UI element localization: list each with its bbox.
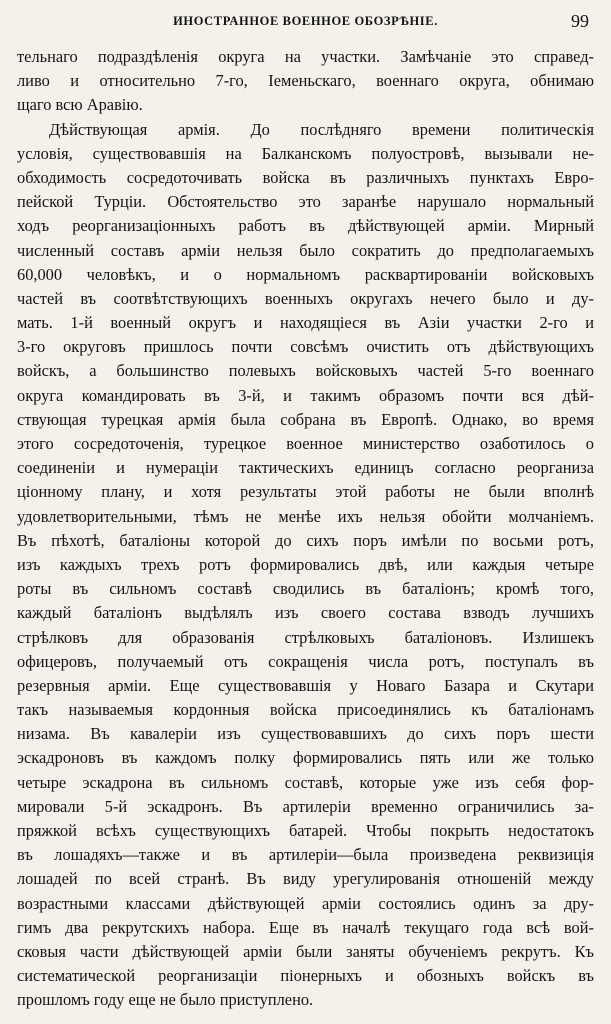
page-number: 99 <box>571 11 589 31</box>
text-line: этого сосредоточенія, турецкое военное министерство озаботилось о <box>17 434 594 453</box>
text-line: систематической реорганизаціи піонерныхъ и обозныхъ войскъ въ <box>17 966 594 986</box>
text-line: такъ называемыя кордонныя войска присоединялись къ баталіонамъ <box>17 700 594 720</box>
text-line: округа командировать въ 3-й, и такимъ образомъ почти вся дѣй- <box>17 385 594 405</box>
text-line: лошадей по всей странѣ. Въ виду урегулированія отношеній между <box>17 869 594 889</box>
text-line: каждый баталіонъ выдѣлялъ изъ своего состава взводъ лучшихъ <box>17 603 594 623</box>
text-line: въ лошадяхъ—также и въ артилеріи—была произведена реквизиція <box>17 845 594 865</box>
page-body-text <box>17 45 594 1013</box>
text-line: сковыя части дѣйствующей арміи были заняты обученіемъ рекрутъ. Къ <box>17 941 594 961</box>
text-line: низама. Въ кавалеріи изъ существовавшихъ до сихъ поръ шести <box>17 724 594 744</box>
text-line: войскъ, а большинство полевыхъ войсковыхъ частей 5-го военнаго <box>17 361 594 381</box>
text-line: ціонному плану, и хотя результаты этой работы не были вполнѣ <box>17 482 594 502</box>
text-line: резервныя арміи. Еще существовавшія у Новаго Базара и Скутари <box>17 675 594 695</box>
text-line: пряжкой всѣхъ существующихъ батарей. Чтобы покрыть недостатокъ <box>17 821 594 840</box>
text-line: стрѣлковъ для образованія стрѣлковыхъ баталіоновъ. Излишекъ <box>17 627 594 647</box>
text-line: роты въ сильномъ составѣ сводились въ баталіонъ; кромѣ того, <box>17 579 594 599</box>
text-line: пейской Турціи. Обстоятельство это заранѣе нарушало нормальный <box>17 192 594 212</box>
text-line: ливо и относительно 7-го, Іеменьскаго, военнаго округа, обнимаю <box>17 71 594 91</box>
text-line: тельнаго подраздѣленія округа на участки. Замѣчаніе это справед- <box>17 47 594 66</box>
text-line: четыре эскадрона въ сильномъ составѣ, которые уже изъ себя фор- <box>17 772 594 792</box>
text-line: частей въ соотвѣтствующихъ военныхъ округахъ нечего было и ду- <box>17 288 594 308</box>
text-line: Въ пѣхотѣ, баталіоны которой до сихъ поръ имѣли по восьми ротъ, <box>17 530 594 550</box>
text-line: условія, существовавшія на Балканскомъ полуостровѣ, вызывали не- <box>17 143 594 163</box>
text-line: 60,000 человѣкъ, и о нормальномъ расквартированіи войсковыхъ <box>17 264 594 284</box>
text-line: мировали 5-й эскадронъ. Въ артилеріи временно ограничились за- <box>17 796 594 816</box>
text-line: мать. 1-й военный округъ и находящіеся въ Азіи участки 2-го и <box>17 313 594 333</box>
text-line: соединеніи и нумераціи тактическихъ единицъ согласно реорганиза <box>17 458 594 478</box>
page-header <box>0 10 611 32</box>
text-line: численный составъ арміи нельзя было сократить до предполагаемыхъ <box>17 240 594 260</box>
text-line: офицеровъ, получаемый отъ сокращенія числа ротъ, поступалъ въ <box>17 651 594 671</box>
text-line: удовлетворительными, тѣмъ не менѣе ихъ нельзя обойти молчаніемъ. <box>17 506 594 526</box>
text-line: ходъ реорганизаціонныхъ работъ въ дѣйствующей арміи. Мирный <box>17 216 594 236</box>
text-line: обходимость сосредоточивать войска въ различныхъ пунктахъ Евро- <box>17 167 594 187</box>
text-line: прошломъ году еще не было приступлено. <box>17 990 314 1010</box>
text-line: возрастными классами дѣйствующей арміи состоялись одинъ за дру- <box>17 893 594 913</box>
text-line: гимъ два рекрутскихъ набора. Еще въ началѣ текущаго года всѣ вой- <box>17 917 594 937</box>
running-head: ИНОСТРАННОЕ ВОЕННОЕ ОБОЗРѢНІЕ. <box>173 14 438 28</box>
text-line: изъ каждыхъ трехъ ротъ формировались двѣ, или каждыя четыре <box>17 554 594 574</box>
text-line: Дѣйствующая армія. До послѣдняго времени политическія <box>49 119 594 139</box>
text-line: 3-го округовъ пришлось почти совсѣмъ очистить отъ дѣйствующихъ <box>17 337 594 357</box>
text-line: щаго всю Аравію. <box>17 95 143 115</box>
text-line: эскадроновъ въ каждомъ полку формировались пять или же только <box>17 748 594 768</box>
text-line: ствующая турецкая армія была собрана въ Европѣ. Однако, во время <box>17 409 594 429</box>
